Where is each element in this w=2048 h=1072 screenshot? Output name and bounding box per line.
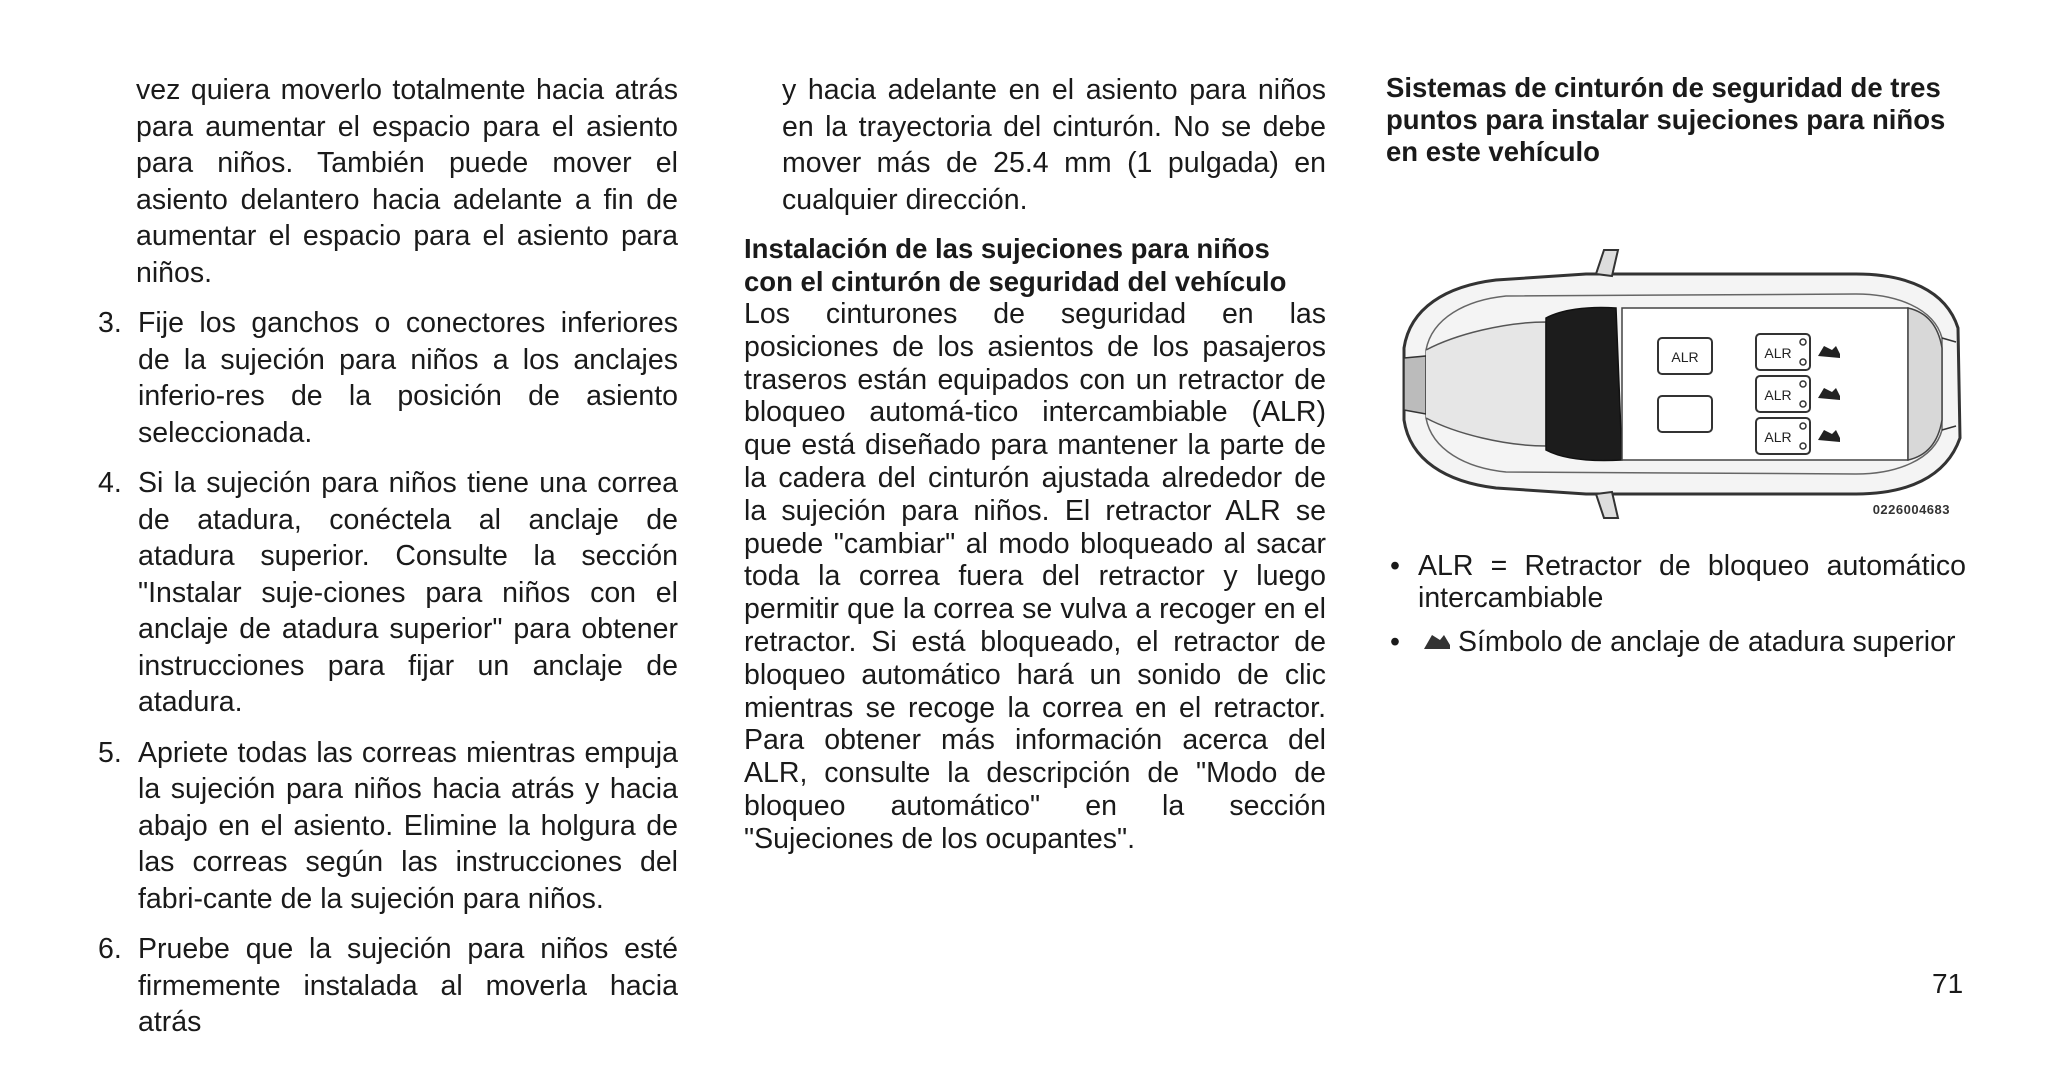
- column-middle: [744, 72, 1326, 856]
- vehicle-seating-diagram: [1386, 238, 1966, 528]
- bullet: •: [1390, 626, 1400, 658]
- list-item: [98, 735, 678, 918]
- seat-label: ALR: [1764, 345, 1792, 361]
- legend-list: [1386, 550, 1966, 658]
- list-item: [98, 931, 678, 1041]
- column-left: [98, 72, 678, 1041]
- item-number: 5.: [98, 736, 122, 769]
- item-text: Apriete todas las correas mientras empuja la sujeción para niños hacia atrás y hacia abajo en el asiento. Elimine la holgura de las correas según las instrucciones del fabri-cante de la sujeción para niños.: [138, 736, 678, 915]
- item-number: 3.: [98, 307, 122, 339]
- figure-code: 0226004683: [1872, 501, 1950, 517]
- continued-paragraph: vez quiera moverlo totalmente hacia atrás para aumentar el espacio para el asiento para niños. También puede mover el asiento delantero hacia adelante a fin de aumentar el espacio para el asiento para niños.: [136, 74, 678, 289]
- continued-paragraph: y hacia adelante en el asiento para niños en la trayectoria del cinturón. No se debe mover más de 25.4 mm (1 pulgada) en cualquier dirección.: [782, 74, 1326, 216]
- legend-text: ALR = Retractor de bloqueo automático intercambiable: [1418, 550, 1966, 614]
- list-item: [98, 305, 678, 451]
- seat-label: ALR: [1671, 349, 1699, 365]
- list-item: [98, 465, 678, 721]
- legend-item: [1386, 626, 1966, 658]
- item-text: Si la sujeción para niños tiene una correa de atadura, conéctela al anclaje de atadura superior. Consulte la sección "Instalar suje-ciones para niños con el anclaje de atadura superior" para obtener instrucciones para fijar un anclaje de atadura.: [138, 467, 678, 718]
- item-text: Fije los ganchos o conectores inferiores de la sujeción para niños a los anclajes inferio-res de la posición de asiento seleccionada.: [138, 307, 678, 449]
- section-heading: Instalación de las sujeciones para niños con el cinturón de seguridad del vehículo: [744, 233, 1287, 297]
- legend-item: [1386, 550, 1966, 614]
- front-seat-right: [1658, 396, 1712, 432]
- legend-text: Símbolo de anclaje de atadura superior: [1458, 626, 1956, 658]
- car-top-view-illustration: [1386, 238, 1966, 528]
- left-mirror: [1596, 250, 1618, 276]
- tether-anchor-icon: [1422, 631, 1452, 653]
- bullet: •: [1390, 550, 1400, 582]
- windshield: [1546, 307, 1622, 460]
- item-number: 6.: [98, 933, 122, 965]
- seat-label: ALR: [1764, 429, 1792, 445]
- page-number: 71: [1932, 968, 1964, 999]
- seat-label: ALR: [1764, 387, 1792, 403]
- item-text: Pruebe que la sujeción para niños esté firmemente instalada al moverla hacia atrás: [138, 933, 678, 1038]
- section-body: Los cinturones de seguridad en las posiciones de los asientos de los pasajeros traseros están equipados con un retractor de bloqueo automá-tico intercambiable (ALR) que está diseñado para mantener la parte de la cadera del cinturón ajustada alrededor de la sujeción para niños. El retractor ALR se puede "cambiar" al modo bloqueado al sacar toda la correa fuera del retractor y luego permitir que la correa se vulva a recoger en el retractor. Si está bloqueado, el retractor de bloqueo automático hará un sonido de clic mientras se recoge la correa en el retractor. Para obtener más información acerca del ALR, consulte la descripción de "Modo de bloqueo automático" en la sección "Sujeciones de los ocupantes".: [744, 298, 1326, 855]
- column-right: [1386, 72, 1966, 687]
- section-heading: Sistemas de cinturón de seguridad de tres puntos para instalar sujeciones para niños en este vehículo: [1386, 72, 1946, 167]
- item-number: 4.: [98, 467, 122, 499]
- right-mirror: [1596, 492, 1618, 518]
